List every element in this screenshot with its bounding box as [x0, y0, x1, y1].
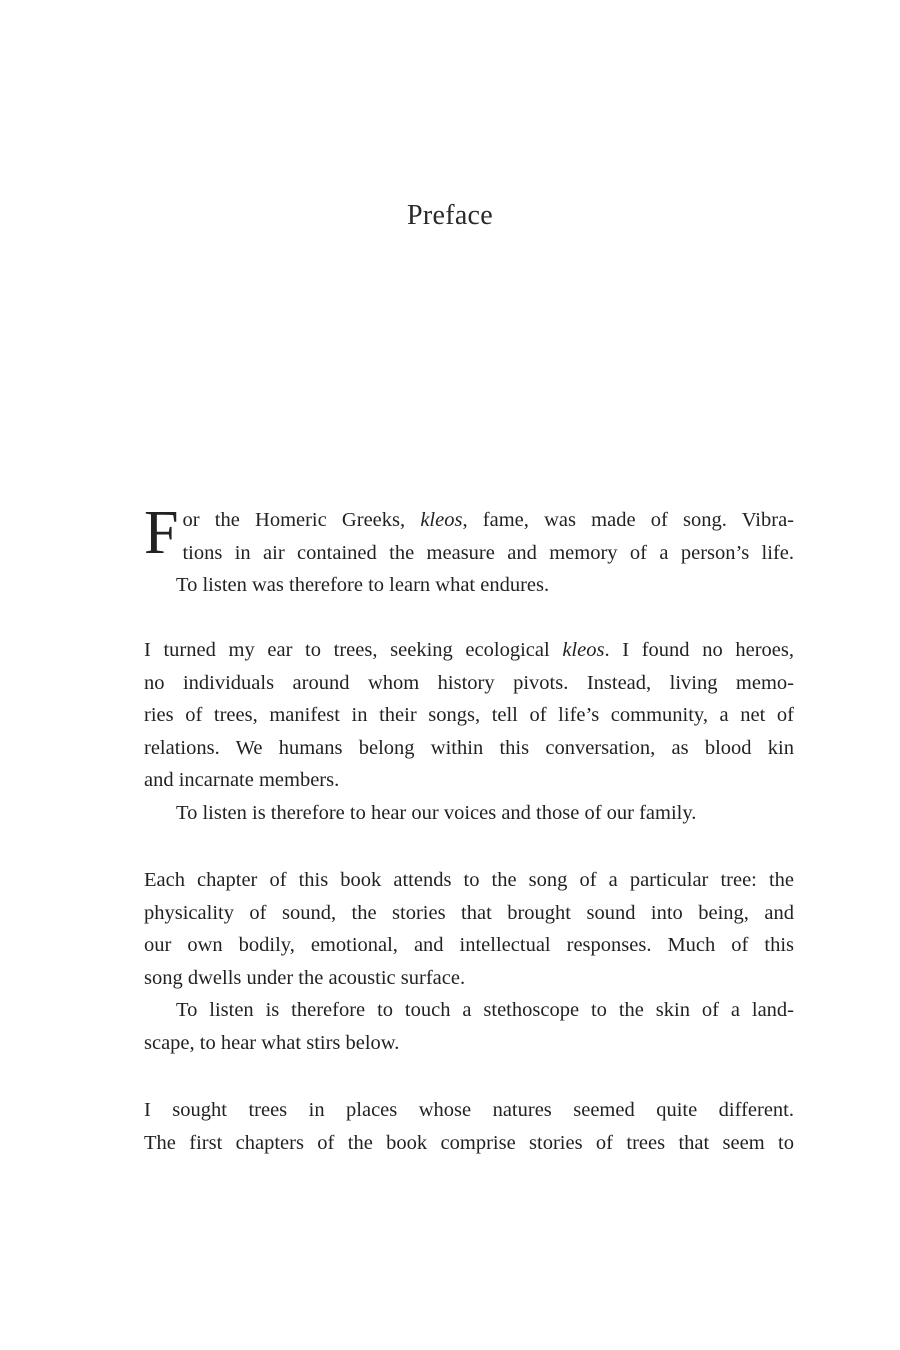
- text-line: To listen is therefore to hear our voices and those of our family.: [176, 801, 697, 824]
- text-line: To listen is therefore to touch a stethoscope to the skin of a land-: [176, 999, 794, 1022]
- text-line: To listen was therefore to learn what endures.: [176, 574, 550, 597]
- text-line: tions in air contained the measure and memory of a person’s life.: [182, 541, 794, 564]
- text-line: The first chapters of the book comprise stories of trees that seem to: [144, 1131, 794, 1154]
- text-line: and incarnate members.: [144, 769, 340, 792]
- text-line: or the Homeric Greeks, kleos, fame, was made of song. Vibra-: [182, 509, 794, 531]
- text-line: ries of trees, manifest in their songs, tell of life’s community, a net of: [144, 704, 794, 727]
- text-line: our own bodily, emotional, and intellectual responses. Much of this: [144, 934, 794, 957]
- text-line: I sought trees in places whose natures seemed quite different.: [144, 1099, 794, 1121]
- paragraph-4: [144, 1094, 794, 1159]
- italic-term: kleos: [562, 639, 605, 661]
- text-line: relations. We humans belong within this conversation, as blood kin: [144, 736, 794, 759]
- text-line: Each chapter of this book attends to the song of a particular tree: the: [144, 869, 794, 891]
- text-line: I turned my ear to trees, seeking ecological kleos. I found no heroes,: [144, 639, 794, 661]
- page-title: Preface: [406, 200, 494, 231]
- text-line: song dwells under the acoustic surface.: [144, 966, 466, 989]
- paragraph-3: [144, 864, 794, 1060]
- text-line: no individuals around whom history pivots. Instead, living memo-: [144, 671, 794, 694]
- drop-cap: F: [144, 499, 179, 567]
- text-line: scape, to hear what stirs below.: [144, 1031, 400, 1054]
- paragraph-1: [144, 499, 794, 602]
- italic-term: kleos: [420, 509, 463, 531]
- paragraph-2: [144, 634, 794, 830]
- text-line: physicality of sound, the stories that brought sound into being, and: [144, 901, 794, 924]
